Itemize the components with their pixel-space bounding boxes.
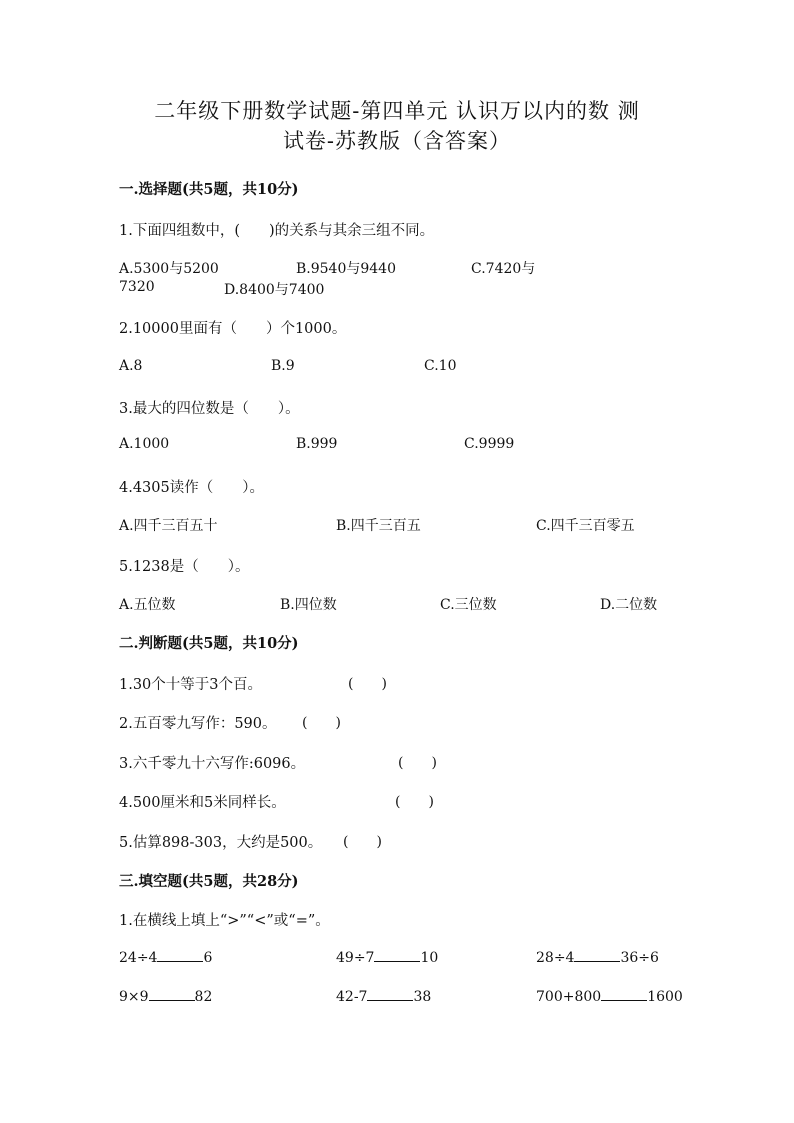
right-expression: 10 (420, 950, 439, 966)
section-heading-fill-blank: 三.填空题(共5题，共28分) (119, 873, 299, 890)
question-text: 3.六千零九十六写作:6096。 (119, 756, 306, 772)
section-heading-choice: 一.选择题(共5题，共10分) (119, 181, 299, 198)
title-line-1: 二年级下册数学试题-第四单元 认识万以内的数 测 (154, 99, 640, 123)
answer-parentheses: ( ) (343, 834, 382, 850)
option-d: D.8400与7400 (224, 282, 325, 298)
answer-parentheses: ( ) (395, 794, 434, 810)
question-text: 1.30个十等于3个百。 (119, 677, 263, 693)
left-expression: 700+800 (536, 989, 602, 1005)
option-b: B.四位数 (280, 597, 337, 613)
right-expression: 36÷6 (620, 950, 659, 966)
answer-blank[interactable] (574, 949, 620, 962)
left-expression: 9×9 (119, 989, 149, 1005)
option-a: A.四千三百五十 (119, 518, 218, 534)
comparison-item (119, 988, 212, 1005)
right-expression: 82 (194, 989, 213, 1005)
option-b: B.999 (296, 436, 338, 452)
right-expression: 6 (203, 950, 213, 966)
answer-parentheses: ( ) (302, 715, 341, 731)
right-expression: 38 (413, 989, 432, 1005)
comparison-item (119, 949, 212, 966)
question-text: 5.1238是（ ）。 (119, 559, 250, 575)
answer-parentheses: ( ) (348, 676, 387, 692)
answer-blank[interactable] (149, 988, 195, 1001)
question-text: 3.最大的四位数是（ ）。 (119, 401, 300, 417)
option-a: A.8 (119, 358, 143, 374)
question-text: 1.下面四组数中，( )的关系与其余三组不同。 (119, 223, 435, 239)
option-b: B.四千三百五 (336, 518, 421, 534)
title-line-2: 试卷-苏教版（含答案） (282, 129, 512, 153)
answer-blank[interactable] (157, 949, 203, 962)
section-heading-judgement: 二.判断题(共5题，共10分) (119, 635, 299, 652)
page-title (110, 96, 684, 156)
option-c: C.10 (424, 358, 457, 374)
answer-blank[interactable] (367, 988, 413, 1001)
question-text: 2.10000里面有（ ）个1000。 (119, 321, 347, 337)
option-a: A.五位数 (119, 597, 176, 613)
option-a: A.1000 (119, 436, 170, 452)
comparison-item (336, 949, 438, 966)
question-text: 5.估算898-303，大约是500。 (119, 835, 323, 851)
answer-blank[interactable] (374, 949, 420, 962)
right-expression: 1600 (647, 989, 683, 1005)
option-c: C.7420与 (471, 261, 536, 277)
question-text: 4.500厘米和5米同样长。 (119, 795, 286, 811)
question-text: 1.在横线上填上“>”“<”或“=”。 (119, 913, 330, 929)
left-expression: 49÷7 (336, 950, 375, 966)
left-expression: 28÷4 (536, 950, 575, 966)
answer-parentheses: ( ) (398, 755, 437, 771)
option-b: B.9 (271, 358, 295, 374)
left-expression: 42-7 (336, 989, 368, 1005)
left-expression: 24÷4 (119, 950, 158, 966)
comparison-item (536, 988, 683, 1005)
option-b: B.9540与9440 (296, 261, 396, 277)
question-text: 4.4305读作（ ）。 (119, 480, 264, 496)
comparison-item (336, 988, 431, 1005)
option-c-continued: 7320 (119, 279, 155, 295)
option-c: C.三位数 (440, 597, 497, 613)
option-a: A.5300与5200 (119, 261, 219, 277)
comparison-item (536, 949, 659, 966)
question-text: 2.五百零九写作：590。 (119, 716, 277, 732)
option-d: D.二位数 (600, 597, 658, 613)
answer-blank[interactable] (601, 988, 647, 1001)
option-c: C.四千三百零五 (536, 518, 635, 534)
option-c: C.9999 (464, 436, 515, 452)
